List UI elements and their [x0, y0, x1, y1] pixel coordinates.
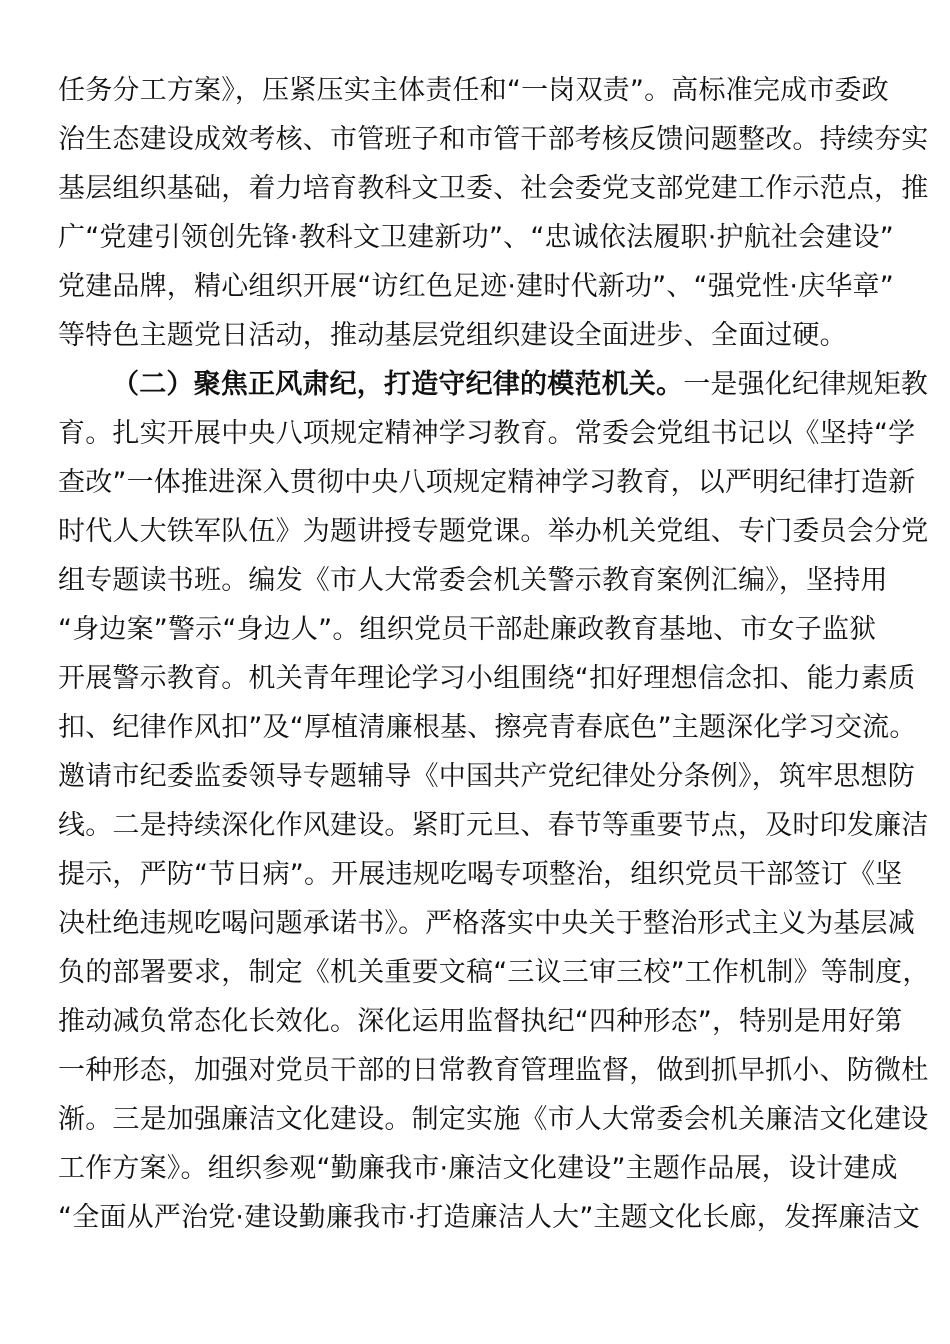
text-line: 时代人大铁军队伍》为题讲授专题党课。举办机关党组、专门委员会分党: [58, 516, 929, 547]
text-line: 推动减负常态化长效化。深化运用监督执纪“四种形态”，特别是用好第: [58, 1006, 903, 1037]
text-line: 邀请市纪委监委领导专题辅导《中国共产党纪律处分条例》，筑牢思想防: [58, 761, 915, 792]
text-line: 党建品牌，精心组织开展“访红色足迹·建时代新功”、“强党性·庆华章”: [58, 271, 894, 302]
paragraph-first-line: [112, 370, 928, 400]
text-line: 任务分工方案》，压紧压实主体责任和“一岗双责”。高标准完成市委政: [58, 75, 889, 106]
text-line: “身边案”警示“身边人”。组织党员干部赴廉政教育基地、市女子监狱: [58, 614, 877, 645]
text-line: 决杜绝违规吃喝问题承诺书》。严格落实中央关于整治形式主义为基层减: [58, 908, 915, 939]
section-heading: （二）聚焦正风肃纪，打造守纪律的模范机关。: [112, 369, 684, 400]
text-line: 工作方案》。组织参观“勤廉我市·廉洁文化建设”主题作品展，设计建成: [58, 1153, 898, 1184]
text-line: 负的部署要求，制定《机关重要文稿“三议三审三校”工作机制》等制度，: [58, 957, 930, 988]
text-line: 一种形态，加强对党员干部的日常教育管理监督，做到抓早抓小、防微杜: [58, 1055, 929, 1086]
text-line: 广“党建引领创先锋·教科文卫建新功”、“忠诚依法履职·护航社会建设”: [58, 222, 894, 253]
text-line: 线。二是持续深化作风建设。紧盯元旦、春节等重要节点，及时印发廉洁: [58, 810, 929, 841]
text-line: “全面从严治党·建设勤廉我市·打造廉洁人大”主题文化长廊，发挥廉洁文: [58, 1202, 920, 1233]
text-line: 基层组织基础，着力培育教科文卫委、社会委党支部党建工作示范点，推: [58, 173, 929, 204]
text-line: 扣、纪律作风扣”及“厚植清廉根基、擦亮青春底色”主题深化学习交流。: [58, 712, 917, 743]
text-line: 等特色主题党日活动，推动基层党组织建设全面进步、全面过硬。: [58, 320, 847, 351]
text-line: 渐。三是加强廉洁文化建设。制定实施《市人大常委会机关廉洁文化建设: [58, 1104, 929, 1135]
text-line: 治生态建设成效考核、市管班子和市管干部考核反馈问题整改。持续夯实: [58, 124, 929, 155]
text-line: 开展警示教育。机关青年理论学习小组围绕“扣好理想信念扣、能力素质: [58, 663, 916, 694]
text-fragment: 一是强化纪律规矩教: [683, 369, 929, 400]
text-line: 育。扎实开展中央八项规定精神学习教育。常委会党组书记以《坚持“学: [58, 418, 916, 449]
text-line: 组专题读书班。编发《市人大常委会机关警示教育案例汇编》，坚持用: [58, 565, 888, 596]
text-line: 提示，严防“节日病”。开展违规吃喝专项整治，组织党员干部签订《坚: [58, 859, 903, 890]
text-line: 查改”一体推进深入贯彻中央八项规定精神学习教育，以严明纪律打造新: [58, 467, 916, 498]
